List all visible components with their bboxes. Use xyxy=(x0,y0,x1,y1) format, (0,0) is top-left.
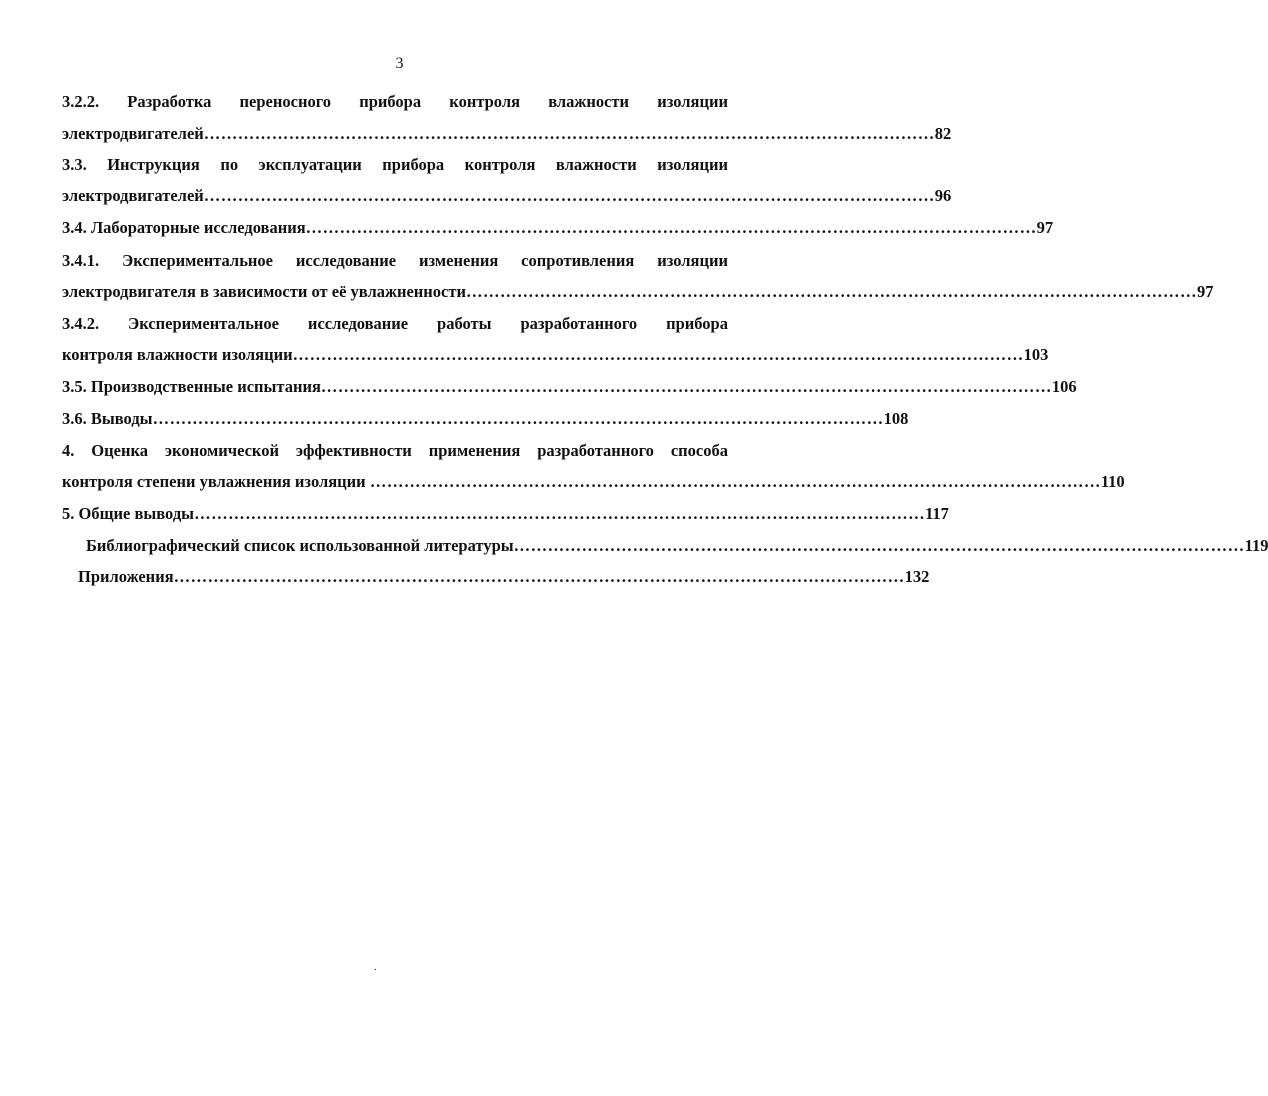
toc-page-number: 97 xyxy=(1036,218,1054,237)
toc-entry-3-4-2-line2 xyxy=(62,345,1049,365)
toc-page-number: 117 xyxy=(925,504,949,523)
toc-entry-title: электродвигателя в зависимости от её увлажненности xyxy=(62,282,466,301)
toc-leader-dots: ………………………………………………………………………………………………………………… xyxy=(369,472,1101,491)
toc-entry-3-2-2-line2 xyxy=(62,124,952,144)
toc-leader-dots: ………………………………………………………………………………………………………………… xyxy=(203,186,935,205)
toc-entry-5 xyxy=(62,504,949,524)
toc-page-number: 96 xyxy=(934,186,952,205)
toc-page-number: 132 xyxy=(904,567,930,586)
toc-page-number: 119 xyxy=(1244,536,1268,555)
toc-page-number: 97 xyxy=(1196,282,1214,301)
toc-leader-dots: ………………………………………………………………………………………………………………… xyxy=(203,124,935,143)
toc-entry-title: электродвигателей xyxy=(62,186,204,205)
toc-entry-3-3-line1: 3.3. Инструкция по эксплуатации прибора контроля влажности изоляции xyxy=(62,155,728,174)
toc-entry-4-line1: 4. Оценка экономической эффективности применения разработанного способа xyxy=(62,441,728,460)
toc-entry-3-4-1-line2 xyxy=(62,282,1214,302)
toc-entry-title: 3.6. Выводы xyxy=(62,409,153,428)
toc-entry-title: электродвигателей xyxy=(62,124,204,143)
toc-entry-3-4-1-line1: 3.4.1. Экспериментальное исследование изменения сопротивления изоляции xyxy=(62,251,728,270)
toc-leader-dots: ………………………………………………………………………………………………………………… xyxy=(173,567,905,586)
toc-entry-title: Приложения xyxy=(78,567,174,586)
toc-leader-dots: ………………………………………………………………………………………………………………… xyxy=(152,409,884,428)
toc-entry-3-5 xyxy=(62,377,1077,397)
toc-entry-title: 5. Общие выводы xyxy=(62,504,195,523)
toc-entry-3-4-2-line1: 3.4.2. Экспериментальное исследование работы разработанного прибора xyxy=(62,314,728,333)
toc-entry-3-2-2-line1: 3.2.2. Разработка переносного прибора контроля влажности изоляции xyxy=(62,92,728,111)
toc-entry-title: 3.4. Лабораторные исследования xyxy=(62,218,306,237)
footer-mark: . xyxy=(374,962,377,973)
toc-leader-dots: ………………………………………………………………………………………………………………… xyxy=(194,504,926,523)
toc-entry-3-6 xyxy=(62,409,909,429)
toc-entry-3-4 xyxy=(62,218,1054,238)
toc-entry-4-line2 xyxy=(62,472,1125,492)
toc-entry-3-3-line2 xyxy=(62,186,952,206)
toc-page-number: 82 xyxy=(934,124,952,143)
toc-page-number: 106 xyxy=(1051,377,1077,396)
toc-page-number: 108 xyxy=(883,409,909,428)
toc-leader-dots: ………………………………………………………………………………………………………………… xyxy=(320,377,1052,396)
toc-leader-dots: ………………………………………………………………………………………………………………… xyxy=(305,218,1037,237)
toc-page-number: 110 xyxy=(1100,472,1125,491)
toc-leader-dots: ………………………………………………………………………………………………………………… xyxy=(465,282,1197,301)
toc-leader-dots: ………………………………………………………………………………………………………………… xyxy=(292,345,1024,364)
toc-leader-dots: ………………………………………………………………………………………………………………… xyxy=(513,536,1245,555)
toc-entry-bibliography xyxy=(86,536,1268,556)
toc-entry-title: Библиографический список использованной литературы xyxy=(86,536,514,555)
toc-page-number: 103 xyxy=(1023,345,1049,364)
toc-entry-title: контроля степени увлажнения изоляции xyxy=(62,472,370,491)
toc-entry-title: контроля влажности изоляции xyxy=(62,345,293,364)
toc-entry-appendices xyxy=(78,567,930,587)
toc-entry-title: 3.5. Производственные испытания xyxy=(62,377,321,396)
page-number: 3 xyxy=(395,55,404,72)
